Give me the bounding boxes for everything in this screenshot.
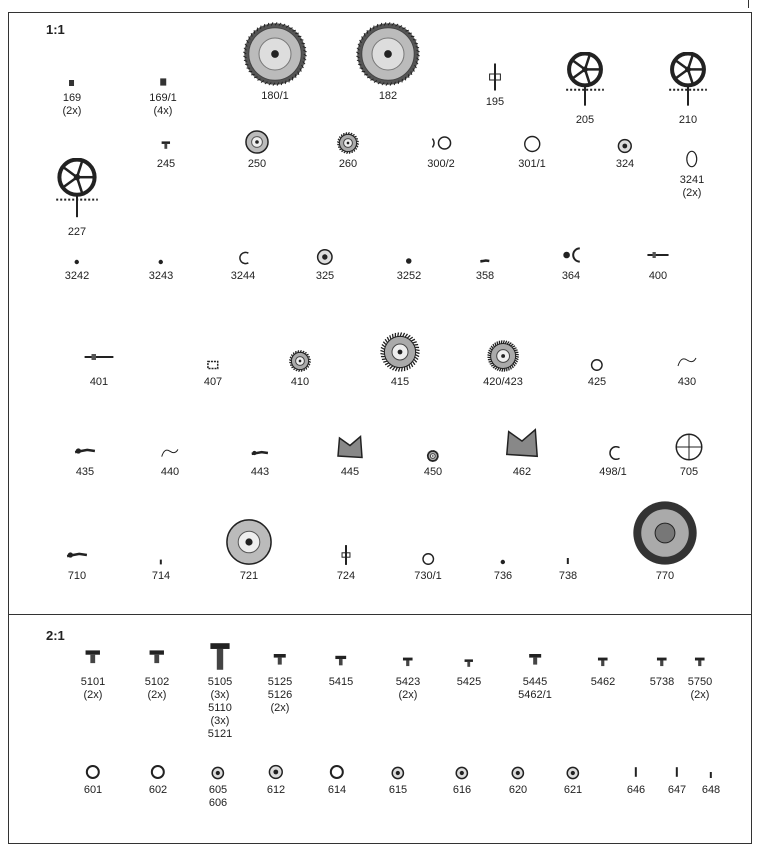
part-number-label: 358 xyxy=(475,270,495,282)
part-number-label: 169/1 (4x) xyxy=(149,92,177,117)
small-ring-icon xyxy=(590,358,604,372)
jewel-icon xyxy=(316,248,334,266)
part-item xyxy=(659,52,717,127)
part-number-label: 710 xyxy=(67,570,87,582)
section-divider xyxy=(8,614,752,615)
parts-sheet xyxy=(8,12,752,844)
tiny-pin-icon xyxy=(628,764,644,780)
pin-icon xyxy=(157,76,169,88)
screw-icon xyxy=(145,648,169,672)
part-number-label: 425 xyxy=(587,376,607,388)
jewel-ring-icon xyxy=(85,764,101,780)
part-item xyxy=(503,424,541,479)
part-number-label: 3244 xyxy=(230,270,256,282)
gear-icon xyxy=(289,350,311,372)
part-number-label: 620 xyxy=(508,784,528,796)
part-item xyxy=(518,134,546,171)
spoked-wheel-icon xyxy=(45,158,109,222)
ring-icon xyxy=(522,134,542,154)
part-number-label: 601 xyxy=(83,784,103,796)
part-item xyxy=(204,640,236,741)
part-item xyxy=(337,132,359,171)
part-item xyxy=(161,444,179,479)
part-item xyxy=(480,62,510,109)
jewel-icon xyxy=(617,138,633,154)
small-screw-icon xyxy=(654,656,670,672)
long-screw-icon xyxy=(204,640,236,672)
part-item xyxy=(145,648,169,702)
part-item xyxy=(152,558,170,583)
part-number-label: 415 xyxy=(390,376,410,388)
part-item xyxy=(476,256,494,283)
wire-spring-icon xyxy=(677,352,697,372)
part-number-label: 445 xyxy=(340,466,360,478)
part-number-label: 205 xyxy=(575,114,595,126)
part-item xyxy=(356,22,420,103)
wheel-icon xyxy=(245,130,269,154)
part-number-label: 3252 xyxy=(396,270,422,282)
part-item xyxy=(81,648,105,702)
part-item xyxy=(559,556,577,583)
jewel-ring-icon xyxy=(329,764,345,780)
dot-icon xyxy=(499,558,507,566)
part-item xyxy=(335,432,365,479)
part-number-label: 616 xyxy=(452,784,472,796)
part-number-label: 498/1 xyxy=(599,466,627,478)
sliding-pinion-icon xyxy=(206,358,220,372)
clip-icon xyxy=(560,244,582,266)
balance-wheel-icon xyxy=(674,432,704,462)
part-number-label: 420/423 xyxy=(483,376,523,388)
part-item xyxy=(335,544,357,583)
part-item xyxy=(84,764,102,797)
lever-icon xyxy=(251,444,269,462)
rotor-icon xyxy=(632,500,698,566)
long-stem-icon xyxy=(84,342,114,372)
tiny-pin-icon xyxy=(157,558,165,566)
part-number-label: 3241 (2x) xyxy=(679,174,705,199)
part-item xyxy=(267,764,285,797)
part-number-label: 605 606 xyxy=(208,784,228,809)
part-number-label: 621 xyxy=(563,784,583,796)
cannon-pinion-icon xyxy=(480,62,510,92)
top-rule-tick xyxy=(748,0,749,8)
part-number-label: 301/1 xyxy=(518,158,546,170)
top-rule xyxy=(0,0,768,8)
screw-icon xyxy=(159,140,173,154)
part-item xyxy=(231,250,255,283)
small-screw-icon xyxy=(692,656,708,672)
screw-icon xyxy=(332,654,350,672)
part-item xyxy=(616,138,634,171)
part-item xyxy=(588,358,606,389)
part-item xyxy=(209,766,227,810)
link-icon xyxy=(430,132,452,154)
part-number-label: 647 xyxy=(667,784,687,796)
part-number-label: 3242 xyxy=(64,270,90,282)
screw-icon xyxy=(270,652,290,672)
part-item xyxy=(627,764,645,797)
part-number-label: 430 xyxy=(677,376,697,388)
part-number-label: 770 xyxy=(655,570,675,582)
part-item xyxy=(556,52,614,127)
part-item xyxy=(245,130,269,171)
part-item xyxy=(329,654,353,689)
part-number-label: 182 xyxy=(378,90,398,102)
part-item xyxy=(674,432,704,479)
part-item xyxy=(457,658,481,689)
tiny-gear-icon xyxy=(427,450,439,462)
part-number-label: 324 xyxy=(615,158,635,170)
part-item xyxy=(243,22,307,103)
part-number-label: 5738 xyxy=(649,676,675,688)
part-item xyxy=(316,248,334,283)
part-item xyxy=(494,558,512,583)
part-number-label: 612 xyxy=(266,784,286,796)
part-number-label: 614 xyxy=(327,784,347,796)
tiny-pin-icon xyxy=(669,764,685,780)
part-item xyxy=(84,342,114,389)
part-item xyxy=(397,256,421,283)
part-number-label: 410 xyxy=(290,376,310,388)
jewel-ring-icon xyxy=(150,764,166,780)
part-number-label: 615 xyxy=(388,784,408,796)
part-number-label: 714 xyxy=(151,570,171,582)
part-number-label: 5425 xyxy=(456,676,482,688)
part-item xyxy=(650,656,674,689)
jewel-icon xyxy=(511,766,525,780)
part-number-label: 407 xyxy=(203,376,223,388)
part-number-label: 462 xyxy=(512,466,532,478)
part-item xyxy=(225,518,273,583)
large-gear-icon xyxy=(380,332,420,372)
scale-label-2-1: 2:1 xyxy=(46,628,65,643)
spring-icon xyxy=(681,148,703,170)
yoke-icon xyxy=(335,432,365,462)
part-item xyxy=(149,258,173,283)
part-number-label: 5462 xyxy=(590,676,616,688)
part-number-label: 195 xyxy=(485,96,505,108)
part-item xyxy=(599,444,627,479)
part-number-label: 5101 (2x) xyxy=(80,676,106,701)
lever-icon xyxy=(74,440,96,462)
part-item xyxy=(702,770,720,797)
large-gear-icon xyxy=(487,340,519,372)
part-item xyxy=(414,552,442,583)
part-item xyxy=(560,244,582,283)
part-item xyxy=(380,332,420,389)
tiny-pin-icon xyxy=(706,770,716,780)
small-lever-icon xyxy=(480,256,490,266)
jewel-icon xyxy=(391,766,405,780)
part-item xyxy=(328,764,346,797)
part-item xyxy=(65,258,89,283)
part-number-label: 5445 5462/1 xyxy=(518,676,552,701)
small-screw-icon xyxy=(595,656,611,672)
part-number-label: 169 (2x) xyxy=(62,92,82,117)
part-number-label: 602 xyxy=(148,784,168,796)
part-number-label: 724 xyxy=(336,570,356,582)
part-item xyxy=(483,340,523,389)
part-number-label: 180/1 xyxy=(261,90,289,102)
part-number-label: 364 xyxy=(561,270,581,282)
part-number-label: 705 xyxy=(679,466,699,478)
part-item xyxy=(389,766,407,797)
part-number-label: 250 xyxy=(247,158,267,170)
part-number-label: 227 xyxy=(67,226,87,238)
part-item xyxy=(427,132,455,171)
part-item xyxy=(564,766,582,797)
small-pin-icon xyxy=(67,78,77,88)
part-item xyxy=(149,764,167,797)
part-number-label: 5423 (2x) xyxy=(395,676,421,701)
part-number-label: 5415 xyxy=(328,676,354,688)
part-item xyxy=(63,78,82,118)
jewel-icon xyxy=(455,766,469,780)
dot-icon xyxy=(157,258,165,266)
part-number-label: 210 xyxy=(678,114,698,126)
part-item xyxy=(149,76,177,118)
part-item xyxy=(268,652,292,715)
c-ring-icon xyxy=(604,444,622,462)
part-number-label: 260 xyxy=(338,158,358,170)
jewel-icon xyxy=(211,766,225,780)
screw-icon xyxy=(81,648,105,672)
part-item xyxy=(396,656,420,702)
part-item xyxy=(680,148,704,200)
scale-label-1-1: 1:1 xyxy=(46,22,65,37)
part-number-label: 400 xyxy=(648,270,668,282)
part-number-label: 646 xyxy=(626,784,646,796)
dot-icon xyxy=(73,258,81,266)
part-number-label: 738 xyxy=(558,570,578,582)
part-item xyxy=(668,764,686,797)
part-number-label: 5102 (2x) xyxy=(144,676,170,701)
spoked-wheel-icon xyxy=(556,52,614,110)
part-number-label: 325 xyxy=(315,270,335,282)
part-number-label: 5125 5126 (2x) xyxy=(267,676,293,714)
part-number-label: 730/1 xyxy=(414,570,442,582)
wheel-icon xyxy=(225,518,273,566)
large-wheel-icon xyxy=(243,22,307,86)
part-item xyxy=(677,352,697,389)
jewel-icon xyxy=(566,766,580,780)
c-clip-icon xyxy=(235,250,251,266)
part-item xyxy=(632,500,698,583)
dot-icon xyxy=(404,256,414,266)
small-screw-icon xyxy=(400,656,416,672)
part-number-label: 736 xyxy=(493,570,513,582)
gear-icon xyxy=(337,132,359,154)
part-number-label: 440 xyxy=(160,466,180,478)
part-item xyxy=(647,244,669,283)
part-number-label: 245 xyxy=(156,158,176,170)
part-number-label: 3243 xyxy=(148,270,174,282)
part-item xyxy=(509,766,527,797)
part-number-label: 443 xyxy=(250,466,270,478)
part-number-label: 435 xyxy=(75,466,95,478)
part-number-label: 300/2 xyxy=(427,158,455,170)
part-number-label: 721 xyxy=(239,570,259,582)
ring-icon xyxy=(421,552,435,566)
part-item xyxy=(289,350,311,389)
spring-wire-icon xyxy=(161,444,179,462)
bridge-icon xyxy=(503,424,541,462)
part-item xyxy=(518,652,552,702)
fork-icon xyxy=(66,544,88,566)
part-item xyxy=(45,158,109,239)
screw-icon xyxy=(525,652,545,672)
spoked-wheel-icon xyxy=(659,52,717,110)
part-item xyxy=(424,450,442,479)
part-number-label: 401 xyxy=(89,376,109,388)
part-number-label: 5750 (2x) xyxy=(687,676,713,701)
part-number-label: 5105 (3x) 5110 (3x) 5121 xyxy=(207,676,233,740)
part-item xyxy=(453,766,471,797)
part-item xyxy=(688,656,712,702)
part-item xyxy=(66,544,88,583)
stem-icon xyxy=(647,244,669,266)
staff-icon xyxy=(335,544,357,566)
part-number-label: 450 xyxy=(423,466,443,478)
jewel-icon xyxy=(268,764,284,780)
part-item xyxy=(591,656,615,689)
small-screw-icon xyxy=(462,658,476,672)
part-item xyxy=(157,140,175,171)
part-item xyxy=(251,444,269,479)
part-item xyxy=(74,440,96,479)
large-wheel-icon xyxy=(356,22,420,86)
part-item xyxy=(204,358,222,389)
part-number-label: 648 xyxy=(701,784,721,796)
tiny-pin-icon xyxy=(563,556,573,566)
